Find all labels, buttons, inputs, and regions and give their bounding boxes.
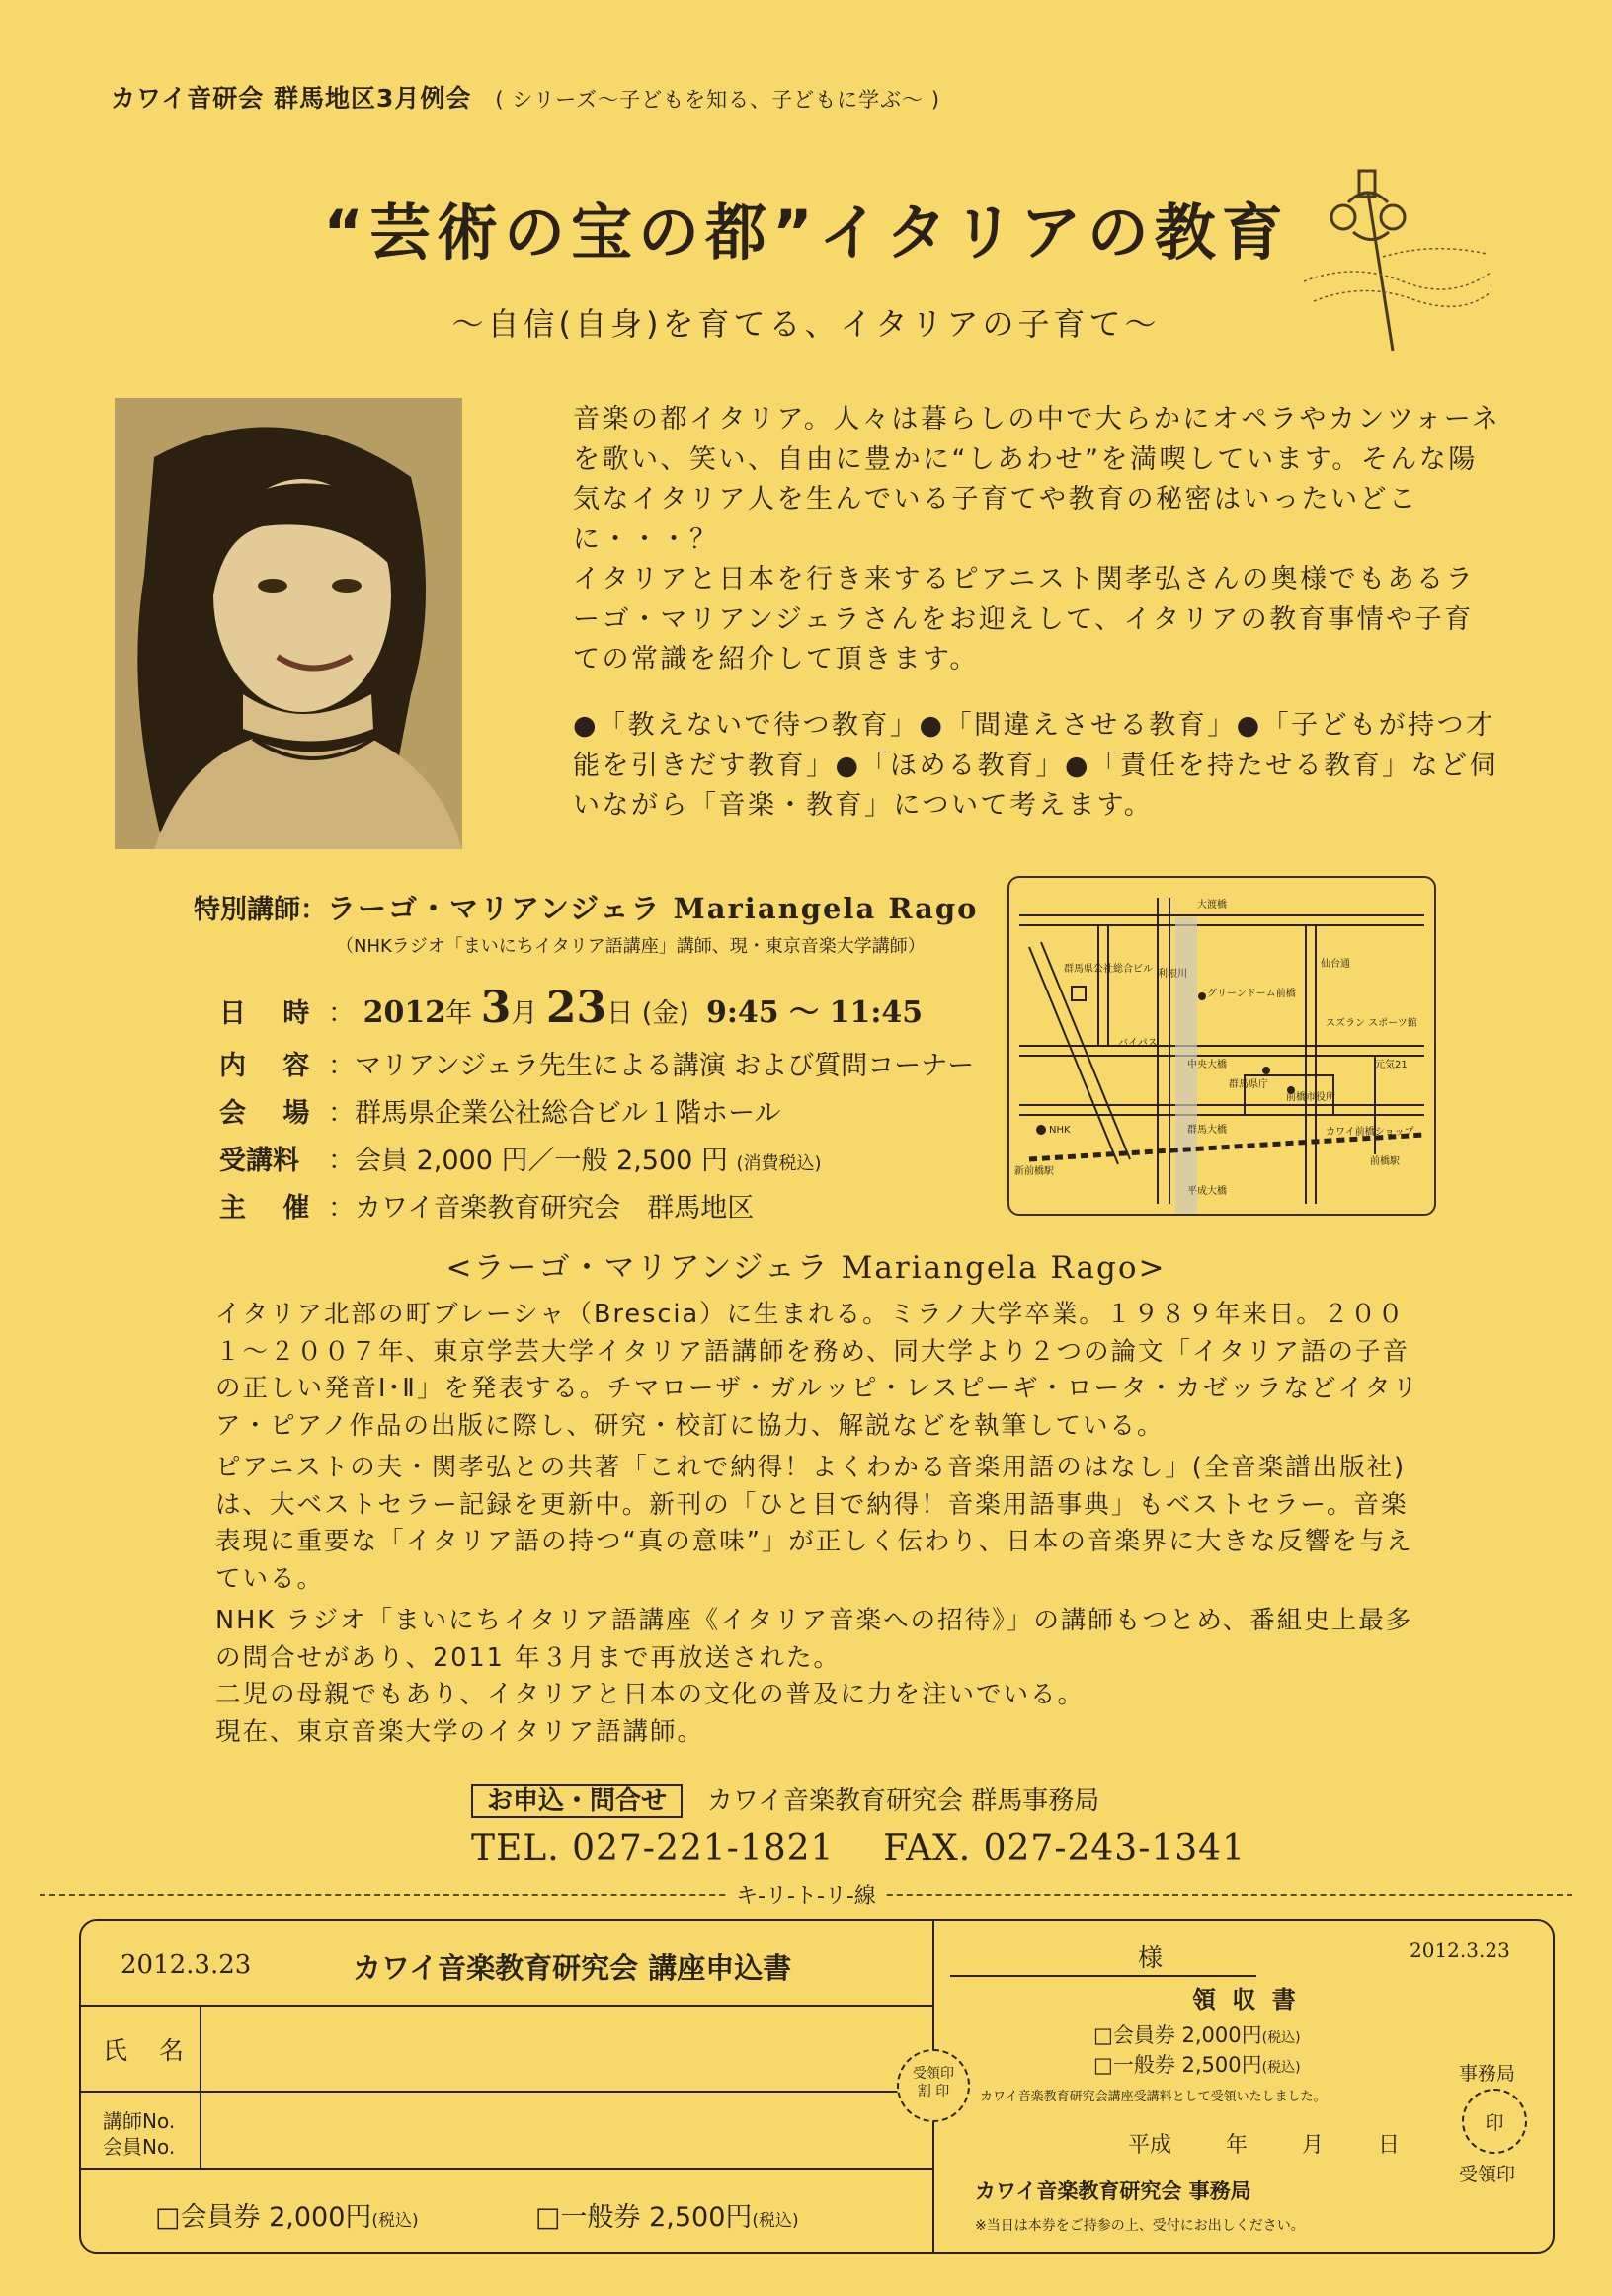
tax-note: (税込) <box>752 2211 799 2231</box>
map-label: 大渡橋 <box>1197 900 1227 910</box>
map-label: 平成大橋 <box>1187 1186 1227 1197</box>
date-weekday: (金) <box>641 998 689 1029</box>
map-label: 群馬県公社総合ビル <box>1064 964 1153 975</box>
intro-paragraph: イタリアと日本を行き来するピアニスト関孝弘さんの奥様でもあるラーゴ・マリアンジェラさんをお迎えして、イタリアの教育事情や子育ての常識を紹介して頂きます。 <box>573 564 1476 674</box>
bio-paragraph: 二児の母親でもあり、イタリアと日本の文化の普及に力を注いでいる。 <box>215 1680 1086 1709</box>
receipt-org: カワイ音楽教育研究会 事務局 <box>975 2179 1251 2203</box>
contact-phone <box>471 1828 1246 1868</box>
apply-label: お申込・問合せ <box>471 1784 683 1818</box>
street-lamp-illustration <box>1294 163 1491 360</box>
intro-text <box>573 400 1501 680</box>
venue-label: 会 場 <box>219 1098 324 1129</box>
receipt-sama: 様 <box>1138 1943 1164 1972</box>
ticket-general-label: □一般券 2,500円 <box>535 2202 753 2233</box>
contact-line <box>471 1781 1099 1817</box>
receipt-year: 年 <box>1226 2133 1249 2158</box>
receipt-ticket-member[interactable] <box>1093 2019 1301 2049</box>
application-form <box>79 1919 1555 2254</box>
lecturer-photo <box>115 398 462 849</box>
receipt-seal-text: 印 <box>1485 2112 1504 2134</box>
fax-number: FAX. 027-243-1341 <box>883 1828 1246 1868</box>
map-label: スズラン スポーツ館 <box>1326 1018 1417 1029</box>
receipt-office: 事務局 <box>1459 2063 1516 2085</box>
map-label: 新前橋駅 <box>1014 1166 1054 1177</box>
map-label: カワイ前橋ショップ <box>1326 1127 1414 1138</box>
seal-label-2: 割 印 <box>917 2084 950 2099</box>
venue-value: ：群馬県企業公社総合ビル１階ホール <box>328 1098 781 1129</box>
cut-line-label <box>0 1879 1612 1910</box>
name-field[interactable] <box>205 2012 927 2085</box>
host-label: 主 催 <box>219 1193 324 1224</box>
map-label: 元気21 <box>1375 1060 1408 1070</box>
contact-office: カワイ音楽教育研究会 群馬事務局 <box>706 1786 1100 1816</box>
bio-paragraph: イタリア北部の町ブレーシャ（Brescia）に生まれる。ミラノ大学卒業。１９８９年来日。２００１～２００７年、東京学芸大学イタリア語講師を務め、同大学より２つの論文「イタリア語の子音の正しい発音Ⅰ･Ⅱ」を発表する。チマローザ・ガルッピ・レスピーギ・ロータ・カゼッラなどイタリア・ピアノ作品の出版に際し、研究・校訂に協力、解説などを執筆している。 <box>215 1300 1420 1441</box>
map-label: 利根川 <box>1158 969 1187 980</box>
event-org: カワイ音研会 群馬地区3月例会 <box>111 84 472 113</box>
split-seal <box>897 2049 970 2122</box>
map-label: 前橋市役所 <box>1286 1092 1335 1103</box>
receipt-note: ※当日は本券をご持参の上、受付にお出しください。 <box>975 2218 1305 2234</box>
date-month: 3 <box>480 983 512 1033</box>
form-ticket-member-checkbox[interactable] <box>155 2195 419 2234</box>
fee-note: (消費税込) <box>736 1153 822 1174</box>
map-label: 群馬大橋 <box>1187 1125 1227 1136</box>
receipt-date-line <box>1128 2128 1400 2159</box>
lecturer-line <box>194 887 979 927</box>
name-label: 氏 名 <box>103 2036 196 2065</box>
host-value: ：カワイ音楽教育研究会 群馬地区 <box>328 1193 755 1224</box>
page-title: “芸術の宝の都”イタリアの教育 <box>323 197 1289 269</box>
form-title: カワイ音楽教育研究会 講座申込書 <box>353 1951 792 1985</box>
event-header <box>111 79 940 115</box>
map-label: 前橋駅 <box>1370 1156 1400 1167</box>
member-number-label-2: 会員No. <box>103 2135 176 2159</box>
host-row <box>219 1186 974 1233</box>
lecturer-note: （NHKラジオ「まいにちイタリア語講座」講師、現・東京音楽大学講師） <box>336 936 926 957</box>
tax-note: (税込) <box>371 2211 419 2231</box>
fee-label: 受講料 <box>219 1146 299 1176</box>
form-date: 2012.3.23 <box>121 1950 252 1980</box>
receipt-member-label: □会員券 2,000円 <box>1093 2023 1262 2047</box>
date-day-unit: 日 <box>606 998 634 1029</box>
event-info <box>219 983 974 1233</box>
seal-label-1: 受領印 <box>913 2066 954 2082</box>
map-label: グリーンドーム前橋 <box>1207 989 1296 999</box>
bio-paragraph: 現在、東京音楽大学のイタリア語講師。 <box>215 1716 705 1747</box>
receipt-month: 月 <box>1302 2133 1325 2158</box>
page-subtitle: ～自信(自身)を育てる、イタリアの子育て～ <box>451 305 1161 343</box>
receipt-tax: (税込) <box>1261 2030 1301 2046</box>
content-value: ：マリアンジェラ先生による講演 および質問コーナー <box>328 1051 975 1081</box>
receipt-date: 2012.3.23 <box>1410 1939 1510 1962</box>
bio-heading: <ラーゴ・マリアンジェラ Mariangela Rago> <box>445 1250 1167 1286</box>
event-series: ( シリーズ～子どもを知る、子どもに学ぶ～ ) <box>495 88 941 112</box>
venue-row <box>219 1091 974 1139</box>
receipt-received: カワイ音楽教育研究会講座受講料として受領いたしました。 <box>980 2090 1327 2104</box>
map-label: 中央大橋 <box>1187 1060 1227 1070</box>
receipt-day: 日 <box>1378 2133 1401 2158</box>
content-row <box>219 1044 974 1091</box>
date-label: 日 時 <box>219 998 324 1029</box>
date-year: 2012 <box>363 995 446 1030</box>
fee-row <box>219 1139 974 1186</box>
bio-paragraph: NHK ラジオ「まいにちイタリア語講座《イタリア音楽への招待》」の講師もつとめ、番組史上最多の問合せがあり、2011 年３月まで再放送された。 <box>215 1606 1413 1673</box>
instructor-number-label: 講師No. <box>103 2109 176 2133</box>
receipt-title: 領 収 書 <box>1192 1986 1300 2014</box>
form-ticket-general-checkbox[interactable] <box>535 2195 799 2234</box>
lecturer-label: 特別講師： <box>194 895 327 925</box>
receipt-ticket-general[interactable] <box>1093 2049 1301 2079</box>
receipt-era: 平成 <box>1128 2133 1172 2158</box>
member-number-label <box>103 2108 175 2160</box>
lecturer-name: ラーゴ・マリアンジェラ Mariangela Rago <box>327 892 979 925</box>
tel-number: TEL. 027-221-1821 <box>471 1828 835 1868</box>
intro-paragraph: 音楽の都イタリア。人々は暮らしの中で大らかにオペラやカンツォーネを歌い、笑い、自由に豊かに“しあわせ”を満喫しています。そんな陽気なイタリア人を生んでいる子育てや教育の秘密はいったいどこに・・・？ <box>573 404 1501 555</box>
member-number-field[interactable] <box>205 2097 927 2162</box>
receipt-seal-label: 受領印 <box>1459 2164 1516 2185</box>
bio-text <box>215 1297 1420 1751</box>
event-time: 9:45 ～ 11:45 <box>705 995 924 1030</box>
bio-paragraph: ピアニストの夫・関孝弘との共著「これで納得！よくわかる音楽用語のはなし」(全音楽譜出版社)は、大ベストセラー記録を更新中。新刊の「ひと目で納得！音楽用語事典」もベストセラー。音楽表現に重要な「イタリア語の持つ“真の意味”」が正しく伝わり、日本の音楽界に大きな反響を与えている。 <box>215 1453 1413 1594</box>
date-month-unit: 月 <box>511 998 538 1029</box>
date-day: 23 <box>545 983 607 1033</box>
map-label: 仙台通 <box>1321 959 1350 970</box>
map-label: 群馬県庁 <box>1229 1079 1268 1090</box>
receipt-general-label: □一般券 2,500円 <box>1093 2053 1262 2077</box>
map-label: バイパス <box>1118 1038 1158 1049</box>
cut-line-text: キ‐リ‐ト‐リ‐線 <box>728 1884 884 1909</box>
venue-map <box>1008 876 1436 1216</box>
fee-value: ：会員 2,000 円／一般 2,500 円 <box>328 1146 728 1176</box>
date-row: 日 時 ： 2012 年 3 月 23 日 (金) 9:45 ～ 11:45 <box>219 983 924 1033</box>
education-topics-text: ●「教えないで待つ教育」●「間違えさせる教育」●「子どもが持つ才能を引きだす教育」●「ほめる教育」●「責任を持たせる教育」など伺いながら「音楽・教育」について考えます。 <box>573 710 1499 821</box>
receipt-seal <box>1462 2089 1527 2154</box>
ticket-member-label: □会員券 2,000円 <box>155 2202 372 2233</box>
receipt-tax: (税込) <box>1261 2060 1301 2076</box>
education-topics <box>573 706 1501 827</box>
date-year-unit: 年 <box>445 998 473 1029</box>
content-label: 内 容 <box>219 1051 324 1081</box>
map-label: NHK <box>1049 1125 1071 1136</box>
